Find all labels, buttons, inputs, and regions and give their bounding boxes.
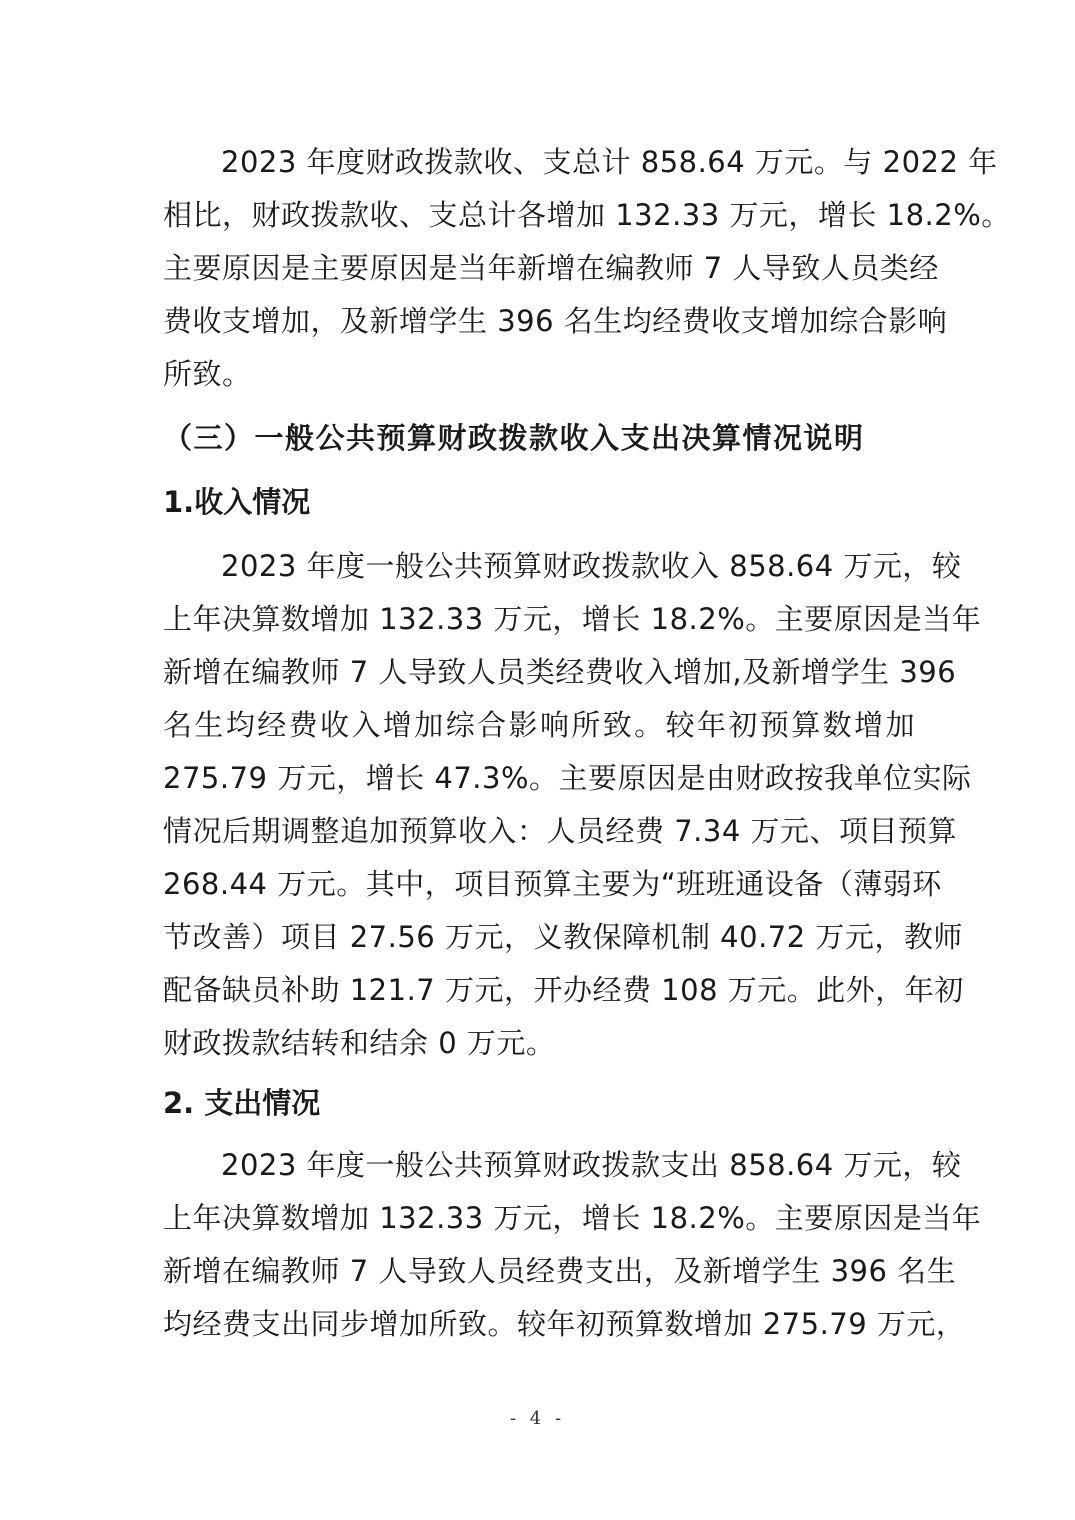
page-number: - 4 - bbox=[509, 1408, 566, 1429]
paragraph-2-line-6: 情况后期调整追加预算收入：人员经费 7.34 万元、项目预算 bbox=[163, 814, 958, 848]
subheading-expenditure: 2. 支出情况 bbox=[163, 1086, 321, 1120]
subheading-income: 1.收入情况 bbox=[163, 485, 311, 519]
paragraph-1-line-2: 相比，财政拨款收、支总计各增加 132.33 万元，增长 18.2%。 bbox=[163, 198, 1011, 232]
paragraph-2-line-2: 上年决算数增加 132.33 万元，增长 18.2%。主要原因是当年 bbox=[163, 602, 982, 636]
paragraph-3-line-1: 2023 年度一般公共预算财政拨款支出 858.64 万元，较 bbox=[221, 1148, 962, 1182]
paragraph-1-line-4: 费收支增加，及新增学生 396 名生均经费收支增加综合影响 bbox=[163, 304, 948, 338]
paragraph-2-line-8: 节改善）项目 27.56 万元，义教保障机制 40.72 万元，教师 bbox=[163, 920, 963, 954]
paragraph-2-line-4: 名生均经费收入增加综合影响所致。较年初预算数增加 bbox=[163, 708, 915, 742]
paragraph-3-line-2: 上年决算数增加 132.33 万元，增长 18.2%。主要原因是当年 bbox=[163, 1201, 982, 1235]
paragraph-2-line-3: 新增在编教师 7 人导致人员类经费收入增加,及新增学生 396 bbox=[163, 655, 957, 689]
paragraph-1-line-1: 2023 年度财政拨款收、支总计 858.64 万元。与 2022 年 bbox=[221, 145, 998, 179]
paragraph-2-line-7: 268.44 万元。其中，项目预算主要为“班班通设备（薄弱环 bbox=[163, 867, 942, 901]
paragraph-2-line-1: 2023 年度一般公共预算财政拨款收入 858.64 万元，较 bbox=[221, 549, 962, 583]
paragraph-2-line-9: 配备缺员补助 121.7 万元，开办经费 108 万元。此外，年初 bbox=[163, 973, 964, 1007]
paragraph-1-line-3: 主要原因是主要原因是当年新增在编教师 7 人导致人员类经 bbox=[163, 251, 939, 285]
section-heading-3: （三）一般公共预算财政拨款收入支出决算情况说明 bbox=[163, 421, 865, 455]
paragraph-3-line-3: 新增在编教师 7 人导致人员经费支出，及新增学生 396 名生 bbox=[163, 1254, 957, 1288]
paragraph-1-line-5: 所致。 bbox=[163, 357, 252, 391]
paragraph-2-line-10: 财政拨款结转和结余 0 万元。 bbox=[163, 1026, 556, 1060]
paragraph-2-line-5: 275.79 万元，增长 47.3%。主要原因是由财政按我单位实际 bbox=[163, 761, 972, 795]
paragraph-3-line-4: 均经费支出同步增加所致。较年初预算数增加 275.79 万元， bbox=[163, 1307, 966, 1341]
